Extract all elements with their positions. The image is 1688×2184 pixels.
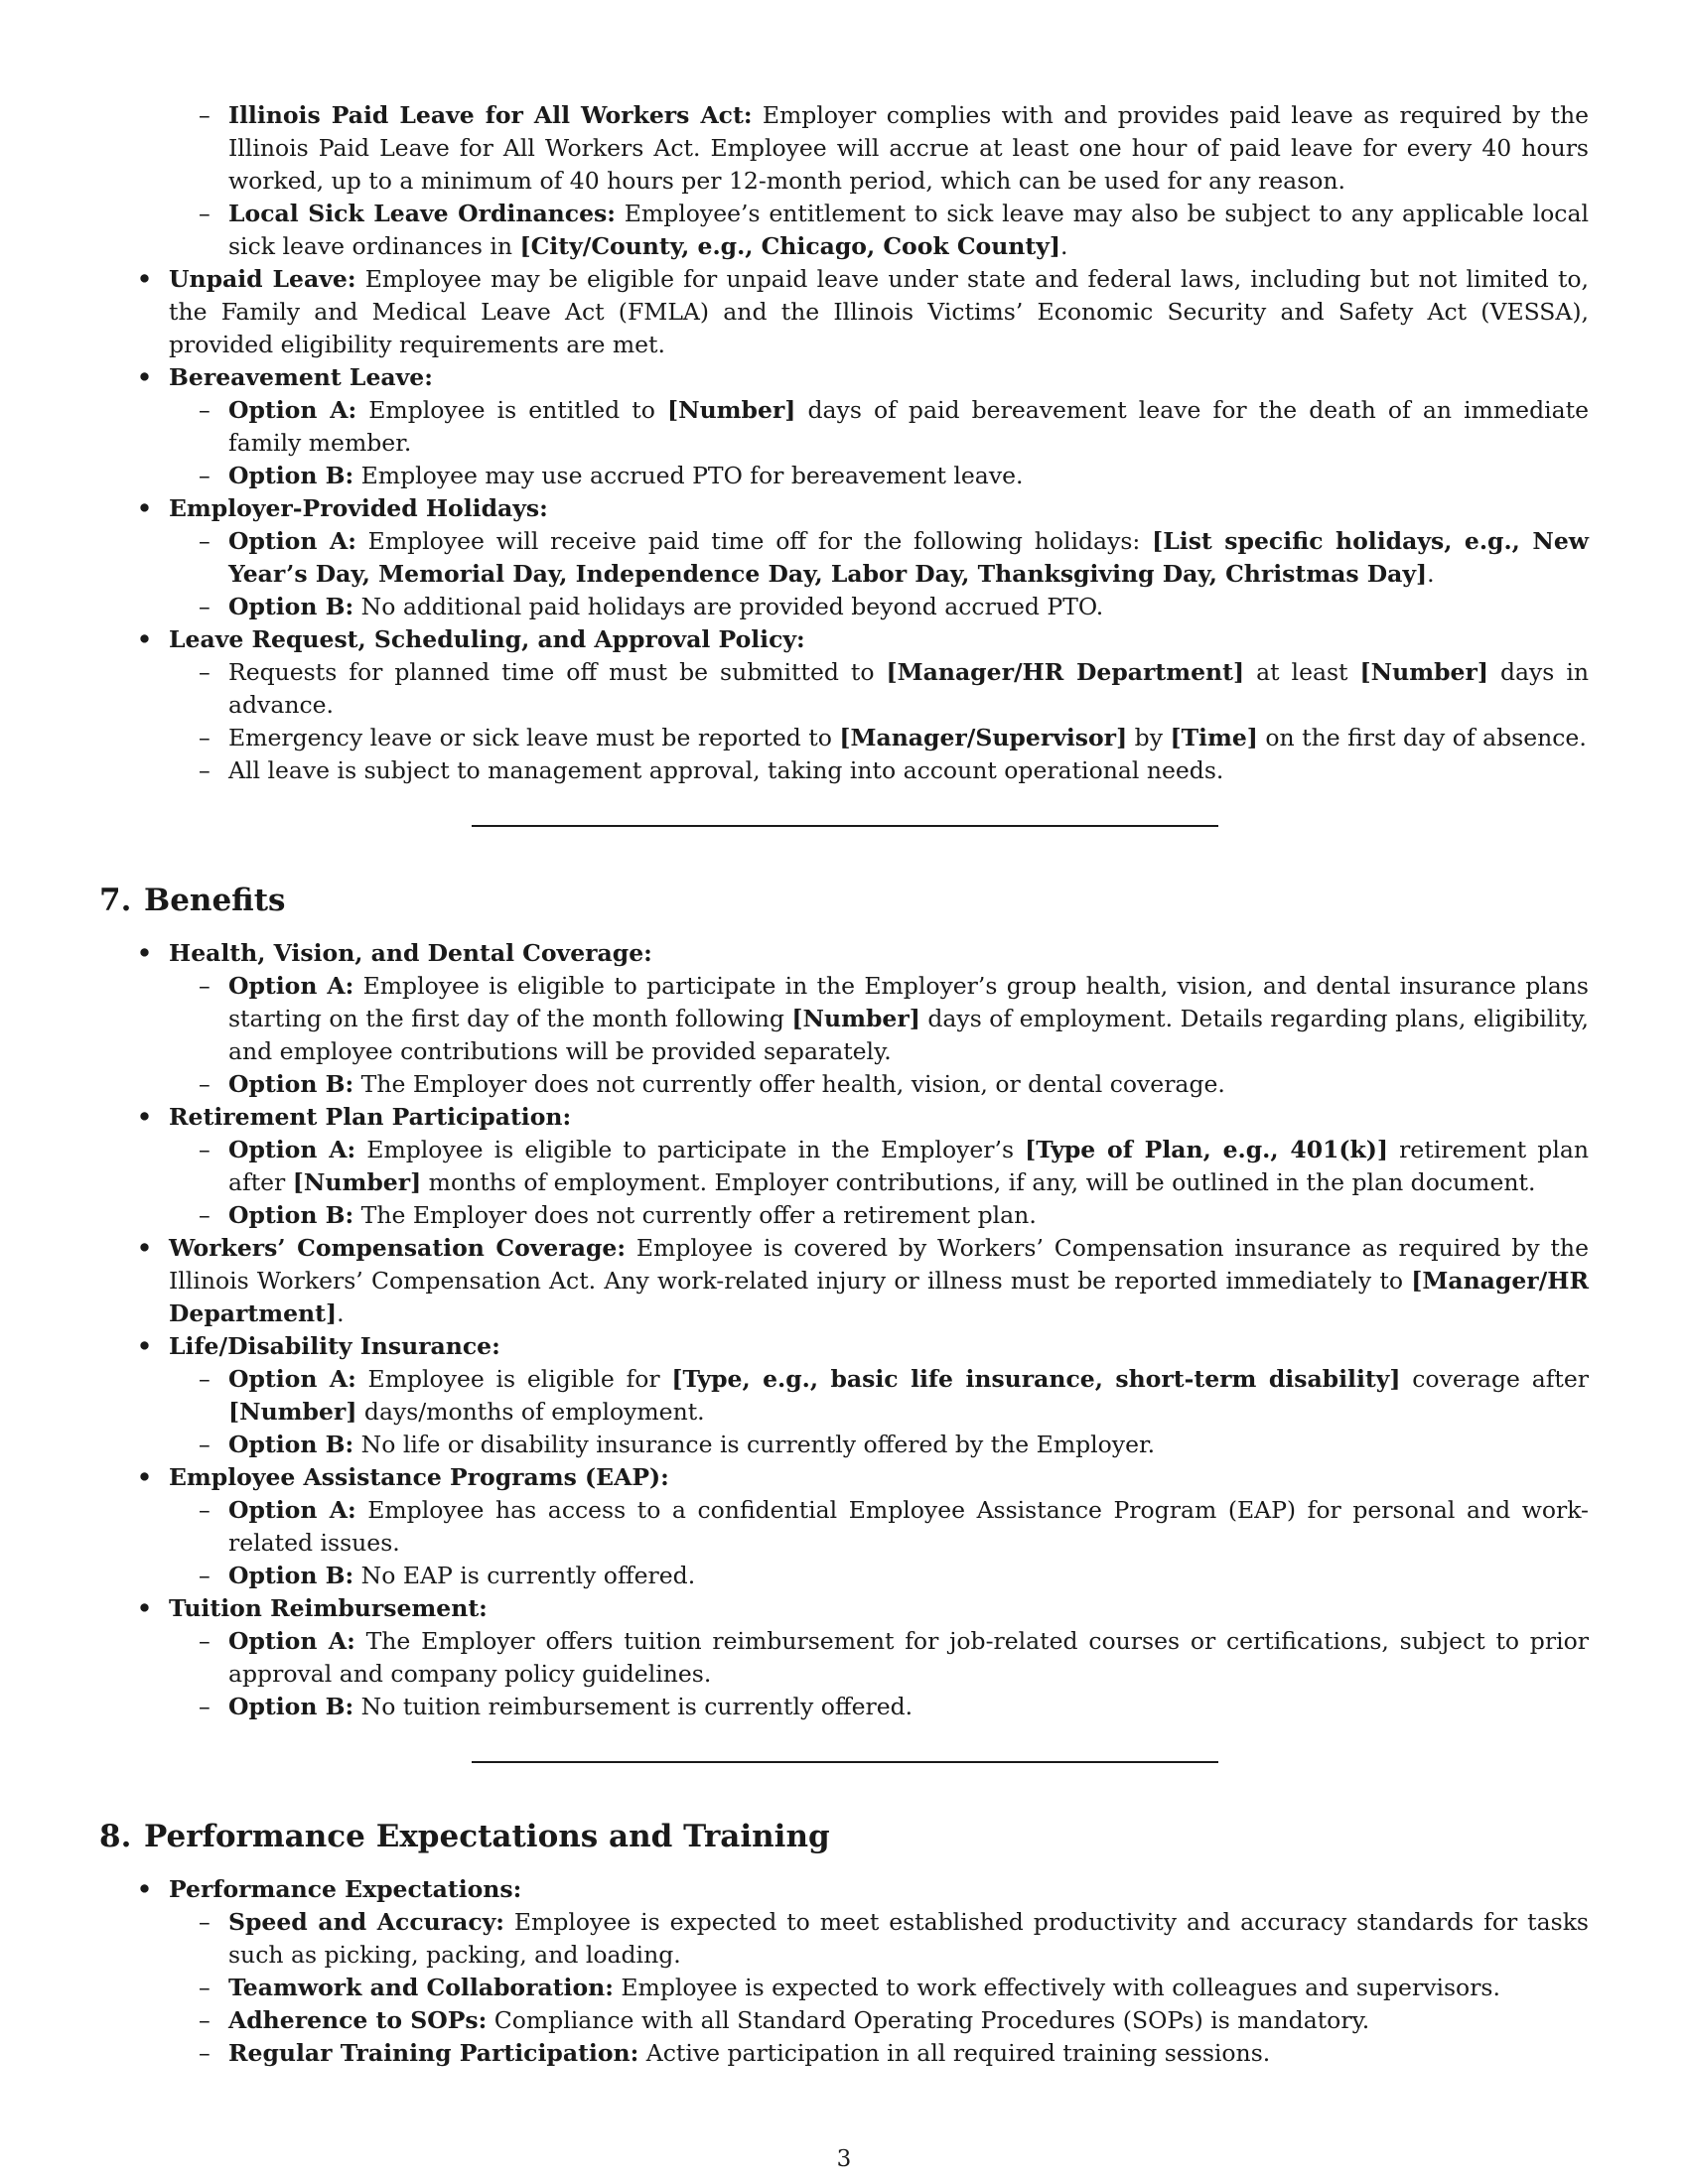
list-item: – Local Sick Leave Ordinances: Employee’s entitlement to sick leave may also be subject to any applicable local sick leave ordinances in [City/County, e.g., Chicago, Cook County]. xyxy=(169,198,1589,263)
list-item-workers-comp: • Workers’ Compensation Coverage: Employee is covered by Workers’ Compensation insurance as required by the Illinois Workers’ Compensation Act. Any work-related injury or illness must be reported immediately to [Manager/HR Department]. xyxy=(99,1232,1589,1330)
list-item: – Option A: Employee is eligible to participate in the Employer’s [Type of Plan, e.g., 401(k)] retirement plan after [Number] months of employment. Employer contributions, if any, will be outlined in the plan document. xyxy=(169,1134,1589,1199)
list-item: – Option B: No life or disability insurance is currently offered by the Employer. xyxy=(169,1429,1589,1461)
list-item: – Adherence to SOPs: Compliance with all Standard Operating Procedures (SOPs) is mandatory. xyxy=(169,2004,1589,2037)
option-label: Option B: xyxy=(228,1201,354,1229)
item-label: Local Sick Leave Ordinances: xyxy=(228,200,616,227)
option-label: Option A: xyxy=(228,1136,356,1163)
option-label: Speed and Accuracy: xyxy=(228,1908,504,1936)
item-label: Tuition Reimbursement: xyxy=(169,1594,488,1622)
option-label: Option A: xyxy=(228,1496,356,1524)
option-label: Option B: xyxy=(228,1431,354,1458)
holiday-options xyxy=(169,525,1589,623)
option-label: Option B: xyxy=(228,1562,354,1589)
paid-leave-sublist xyxy=(169,99,1589,263)
option-label: Adherence to SOPs: xyxy=(228,2006,488,2034)
option-label: Regular Training Participation: xyxy=(228,2039,639,2067)
list-item: – Speed and Accuracy: Employee is expected to meet established productivity and accuracy standards for tasks such as picking, packing, and loading. xyxy=(169,1906,1589,1972)
item-label: Life/Disability Insurance: xyxy=(169,1332,500,1360)
list-item: – Emergency leave or sick leave must be reported to [Manager/Supervisor] by [Time] on the first day of absence. xyxy=(169,722,1589,754)
option-label: Option B: xyxy=(228,1070,354,1098)
option-label: Option B: xyxy=(228,1693,354,1720)
list-item: – Option B: The Employer does not currently offer health, vision, or dental coverage. xyxy=(169,1068,1589,1101)
list-item-tuition xyxy=(99,1592,1589,1723)
list-item-eap xyxy=(99,1461,1589,1592)
list-item-holidays xyxy=(99,492,1589,623)
item-label: Unpaid Leave: xyxy=(169,265,356,293)
list-item: – Option B: No additional paid holidays are provided beyond accrued PTO. xyxy=(169,591,1589,623)
list-item-life-disability xyxy=(99,1330,1589,1461)
placeholder-text: [Type of Plan, e.g., 401(k)] xyxy=(1025,1136,1389,1163)
benefits-list xyxy=(99,937,1589,1723)
placeholder-text: [Type, e.g., basic life insurance, short-term disability] xyxy=(671,1365,1401,1393)
placeholder-text: [Number] xyxy=(1359,658,1488,686)
list-item-health xyxy=(99,937,1589,1101)
item-label: Workers’ Compensation Coverage: xyxy=(169,1234,627,1262)
option-label: Option A: xyxy=(228,972,354,1000)
leave-list-main xyxy=(99,263,1589,787)
list-item-retirement xyxy=(99,1101,1589,1232)
retirement-options xyxy=(169,1134,1589,1232)
paid-leave-continuation xyxy=(99,99,1589,263)
item-label: Retirement Plan Participation: xyxy=(169,1103,572,1131)
item-label: Employee Assistance Programs (EAP): xyxy=(169,1463,669,1491)
placeholder-text: [Manager/HR Department] xyxy=(169,1267,1589,1327)
list-item: – Option A: Employee has access to a confidential Employee Assistance Program (EAP) for personal and work-related issues. xyxy=(169,1494,1589,1560)
item-label: Performance Expectations: xyxy=(169,1875,522,1903)
option-label: Option A: xyxy=(228,396,357,424)
bereavement-options xyxy=(169,394,1589,492)
section-heading-benefits: 7. Benefits xyxy=(99,883,286,918)
list-item: – Illinois Paid Leave for All Workers Act: Employer complies with and provides paid leave as required by the Illinois Paid Leave for All Workers Act. Employee will accrue at least one hour of paid leave for every 40 hours worked, up to a minimum of 40 hours per 12-month period, which can be used for any reason. xyxy=(169,99,1589,198)
option-label: Option B: xyxy=(228,593,354,620)
performance-items xyxy=(169,1906,1589,2070)
placeholder-text: [Number] xyxy=(666,396,796,424)
eap-options xyxy=(169,1494,1589,1592)
item-label: Health, Vision, and Dental Coverage: xyxy=(169,939,652,967)
list-item-bereavement xyxy=(99,361,1589,492)
list-item: – Regular Training Participation: Active participation in all required training sessions. xyxy=(169,2037,1589,2070)
list-item: – Option B: Employee may use accrued PTO for bereavement leave. xyxy=(169,460,1589,492)
list-item: – Option B: No EAP is currently offered. xyxy=(169,1560,1589,1592)
leave-request-items xyxy=(169,656,1589,787)
list-item: – Option A: Employee is eligible for [Type, e.g., basic life insurance, short-term disability] coverage after [Number] days/months of employment. xyxy=(169,1363,1589,1429)
performance-list xyxy=(99,1873,1589,2070)
tuition-options xyxy=(169,1625,1589,1723)
list-item: – Option A: The Employer offers tuition reimbursement for job-related courses or certifications, subject to prior approval and company policy guidelines. xyxy=(169,1625,1589,1691)
option-label: Teamwork and Collaboration: xyxy=(228,1974,614,2001)
placeholder-text: [Manager/HR Department] xyxy=(886,658,1245,686)
life-options xyxy=(169,1363,1589,1461)
list-item-leave-request xyxy=(99,623,1589,787)
list-item: – Option A: Employee is entitled to [Number] days of paid bereavement leave for the death of an immediate family member. xyxy=(169,394,1589,460)
placeholder-text: [City/County, e.g., Chicago, Cook County] xyxy=(519,232,1061,260)
placeholder-text: [Number] xyxy=(791,1005,920,1032)
list-item: – Option A: Employee is eligible to participate in the Employer’s group health, vision, and dental insurance plans starting on the first day of the month following [Number] days of employment. Details regarding plans, eligibility, and employee contributions will be provided separately. xyxy=(169,970,1589,1068)
list-item-unpaid-leave: • Unpaid Leave: Employee may be eligible for unpaid leave under state and federal laws, including but not limited to, the Family and Medical Leave Act (FMLA) and the Illinois Victims’ Economic Security and Safety Act (VESSA), provided eligibility requirements are met. xyxy=(99,263,1589,361)
list-item: – Option B: The Employer does not currently offer a retirement plan. xyxy=(169,1199,1589,1232)
option-label: Option A: xyxy=(228,1627,355,1655)
item-label: Illinois Paid Leave for All Workers Act: xyxy=(228,101,753,129)
list-item: – All leave is subject to management approval, taking into account operational needs. xyxy=(169,754,1589,787)
placeholder-text: [List specific holidays, e.g., New Year’s Day, Memorial Day, Independence Day, Labor Day, Thanksgiving Day, Christmas Day] xyxy=(228,527,1589,588)
placeholder-text: [Number] xyxy=(292,1168,422,1196)
placeholder-text: [Number] xyxy=(228,1398,357,1426)
list-item: – Teamwork and Collaboration: Employee is expected to work effectively with colleagues and supervisors. xyxy=(169,1972,1589,2004)
placeholder-text: [Manager/Supervisor] xyxy=(839,724,1128,751)
list-item: – Option B: No tuition reimbursement is currently offered. xyxy=(169,1691,1589,1723)
option-label: Option A: xyxy=(228,1365,356,1393)
section-heading-performance: 8. Performance Expectations and Training xyxy=(99,1819,830,1854)
section-divider xyxy=(472,1761,1218,1763)
page-content xyxy=(99,99,1589,2070)
list-item: – Requests for planned time off must be submitted to [Manager/HR Department] at least [Number] days in advance. xyxy=(169,656,1589,722)
list-item-performance xyxy=(99,1873,1589,2070)
item-label: Leave Request, Scheduling, and Approval Policy: xyxy=(169,625,805,653)
leave-list xyxy=(99,99,1589,263)
list-item: – Option A: Employee will receive paid time off for the following holidays: [List specific holidays, e.g., New Year’s Day, Memorial Day, Independence Day, Labor Day, Thanksgiving Day, Christmas Day]. xyxy=(169,525,1589,591)
item-label: Bereavement Leave: xyxy=(169,363,433,391)
option-label: Option B: xyxy=(228,462,354,489)
page-number: 3 xyxy=(836,2146,852,2172)
placeholder-text: [Time] xyxy=(1170,724,1258,751)
health-options xyxy=(169,970,1589,1101)
item-label: Employer-Provided Holidays: xyxy=(169,494,548,522)
option-label: Option A: xyxy=(228,527,356,555)
section-divider xyxy=(472,825,1218,827)
